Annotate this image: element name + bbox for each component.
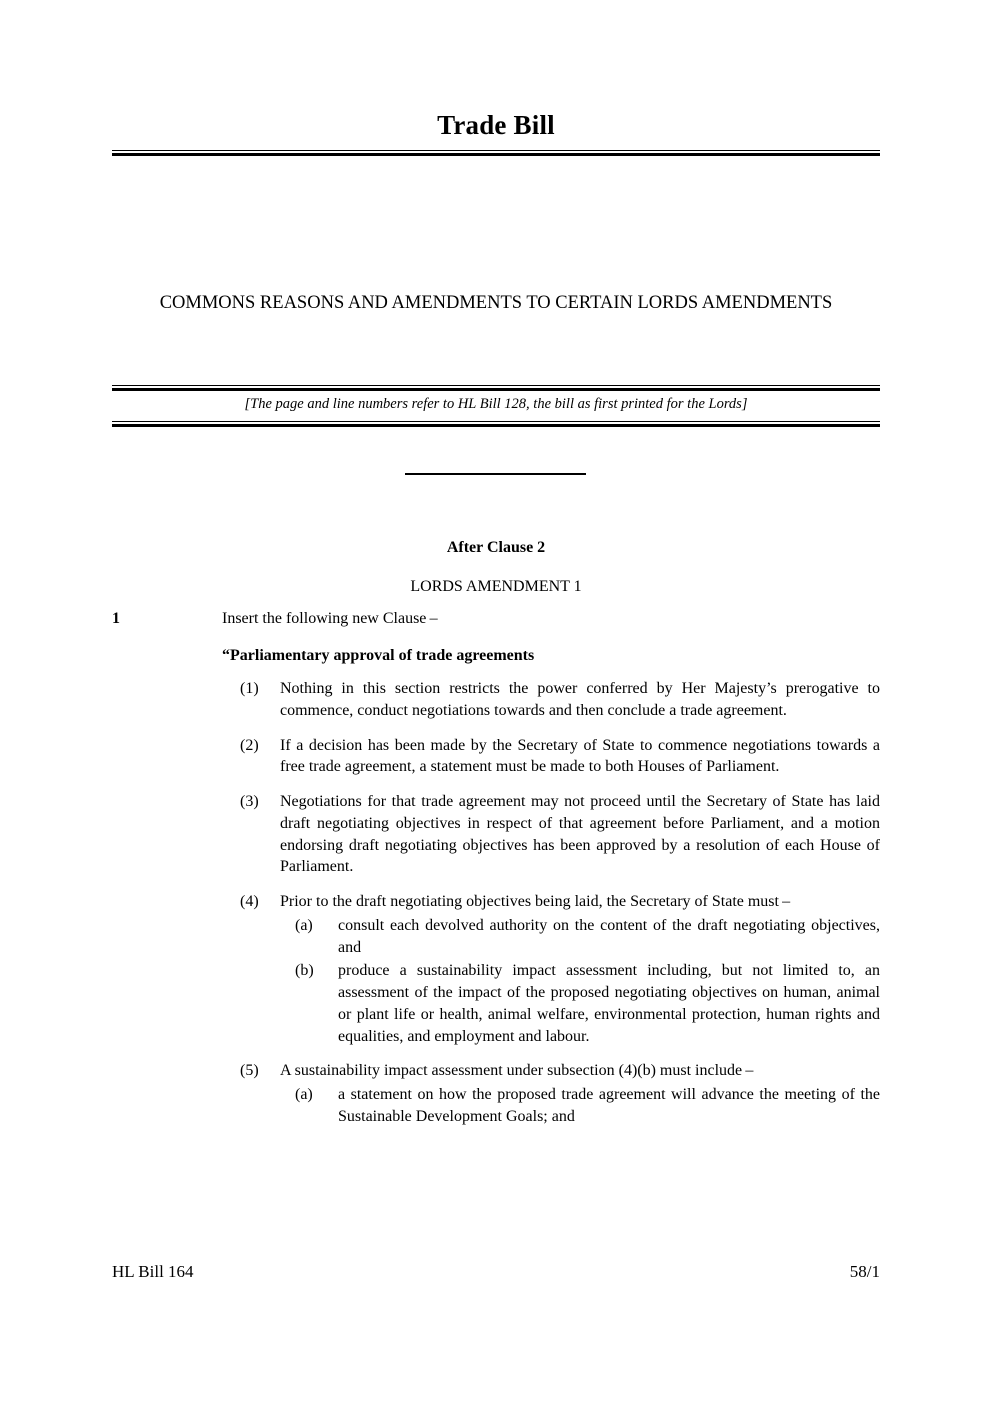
reference-note: [The page and line numbers refer to HL Bill 128, the bill as first printed for the Lords] <box>244 396 748 412</box>
amendment-number: 1 <box>112 610 120 627</box>
subsection <box>0 735 991 779</box>
amendment-instruction: Insert the following new Clause – <box>222 610 438 627</box>
subsection-text: If a decision has been made by the Secretary of State to commence negotiations towards a free trade agreement, a statement must be made to both Houses of Parliament. <box>280 736 880 776</box>
paragraph-marker: (a) <box>295 916 313 934</box>
footer-page-number: 58/1 <box>849 1262 880 1281</box>
subsection-list <box>0 678 991 1141</box>
paragraph <box>0 1084 991 1128</box>
subsection-text: A sustainability impact assessment under subsection (4)(b) must include – <box>280 1062 754 1080</box>
subsection-marker: (2) <box>240 736 259 754</box>
footer-bill-number: HL Bill 164 <box>112 1262 194 1281</box>
note-bottom-rule <box>112 421 880 427</box>
subsection <box>0 791 991 878</box>
paragraph-marker: (b) <box>295 962 314 980</box>
subsection <box>0 678 991 722</box>
section-heading: After Clause 2 <box>446 539 546 556</box>
paragraph-text: consult each devolved authority on the content of the draft negotiating objectives, and <box>338 916 880 956</box>
subsection <box>0 891 991 913</box>
paragraph-marker: (a) <box>295 1086 313 1103</box>
paragraph <box>0 960 991 1047</box>
paragraph-text: a statement on how the proposed trade agreement will advance the meeting of the Sustainable Development Goals; and <box>338 1086 880 1125</box>
commons-reasons-heading: COMMONS REASONS AND AMENDMENTS TO CERTAIN LORDS AMENDMENTS <box>159 293 833 313</box>
subsection-text: Prior to the draft negotiating objectives being laid, the Secretary of State must – <box>280 893 791 910</box>
paragraph-text: produce a sustainability impact assessment including, but not limited to, an assessment of the impact of the proposed negotiating objectives on human, animal or plant life or health, animal welfare, environmental protection, human rights and equalities, and employment and labour. <box>338 962 880 1045</box>
note-top-rule <box>112 385 880 391</box>
subsection-text: Nothing in this section restricts the power conferred by Her Majesty’s prerogative to commence, conduct negotiations towards and then conclude a trade agreement. <box>280 680 880 719</box>
subsection-text: Negotiations for that trade agreement may not proceed until the Secretary of State has laid draft negotiating objectives in respect of that agreement before Parliament, and a motion endorsing draft negotiating objectives has been approved by a resolution of each House of Parliament. <box>280 793 880 876</box>
new-clause-heading: “Parliamentary approval of trade agreements <box>222 647 535 664</box>
subsection-marker: (5) <box>240 1062 259 1080</box>
page-title: Trade Bill <box>437 110 555 140</box>
amendment-heading: LORDS AMENDMENT 1 <box>410 578 582 595</box>
section-separator-rule <box>405 473 586 475</box>
subsection-marker: (3) <box>240 793 259 810</box>
paragraph <box>0 915 991 959</box>
subsection-marker: (1) <box>240 680 259 697</box>
subsection-marker: (4) <box>240 893 259 910</box>
subsection <box>0 1060 991 1082</box>
title-divider-rule <box>112 150 880 156</box>
